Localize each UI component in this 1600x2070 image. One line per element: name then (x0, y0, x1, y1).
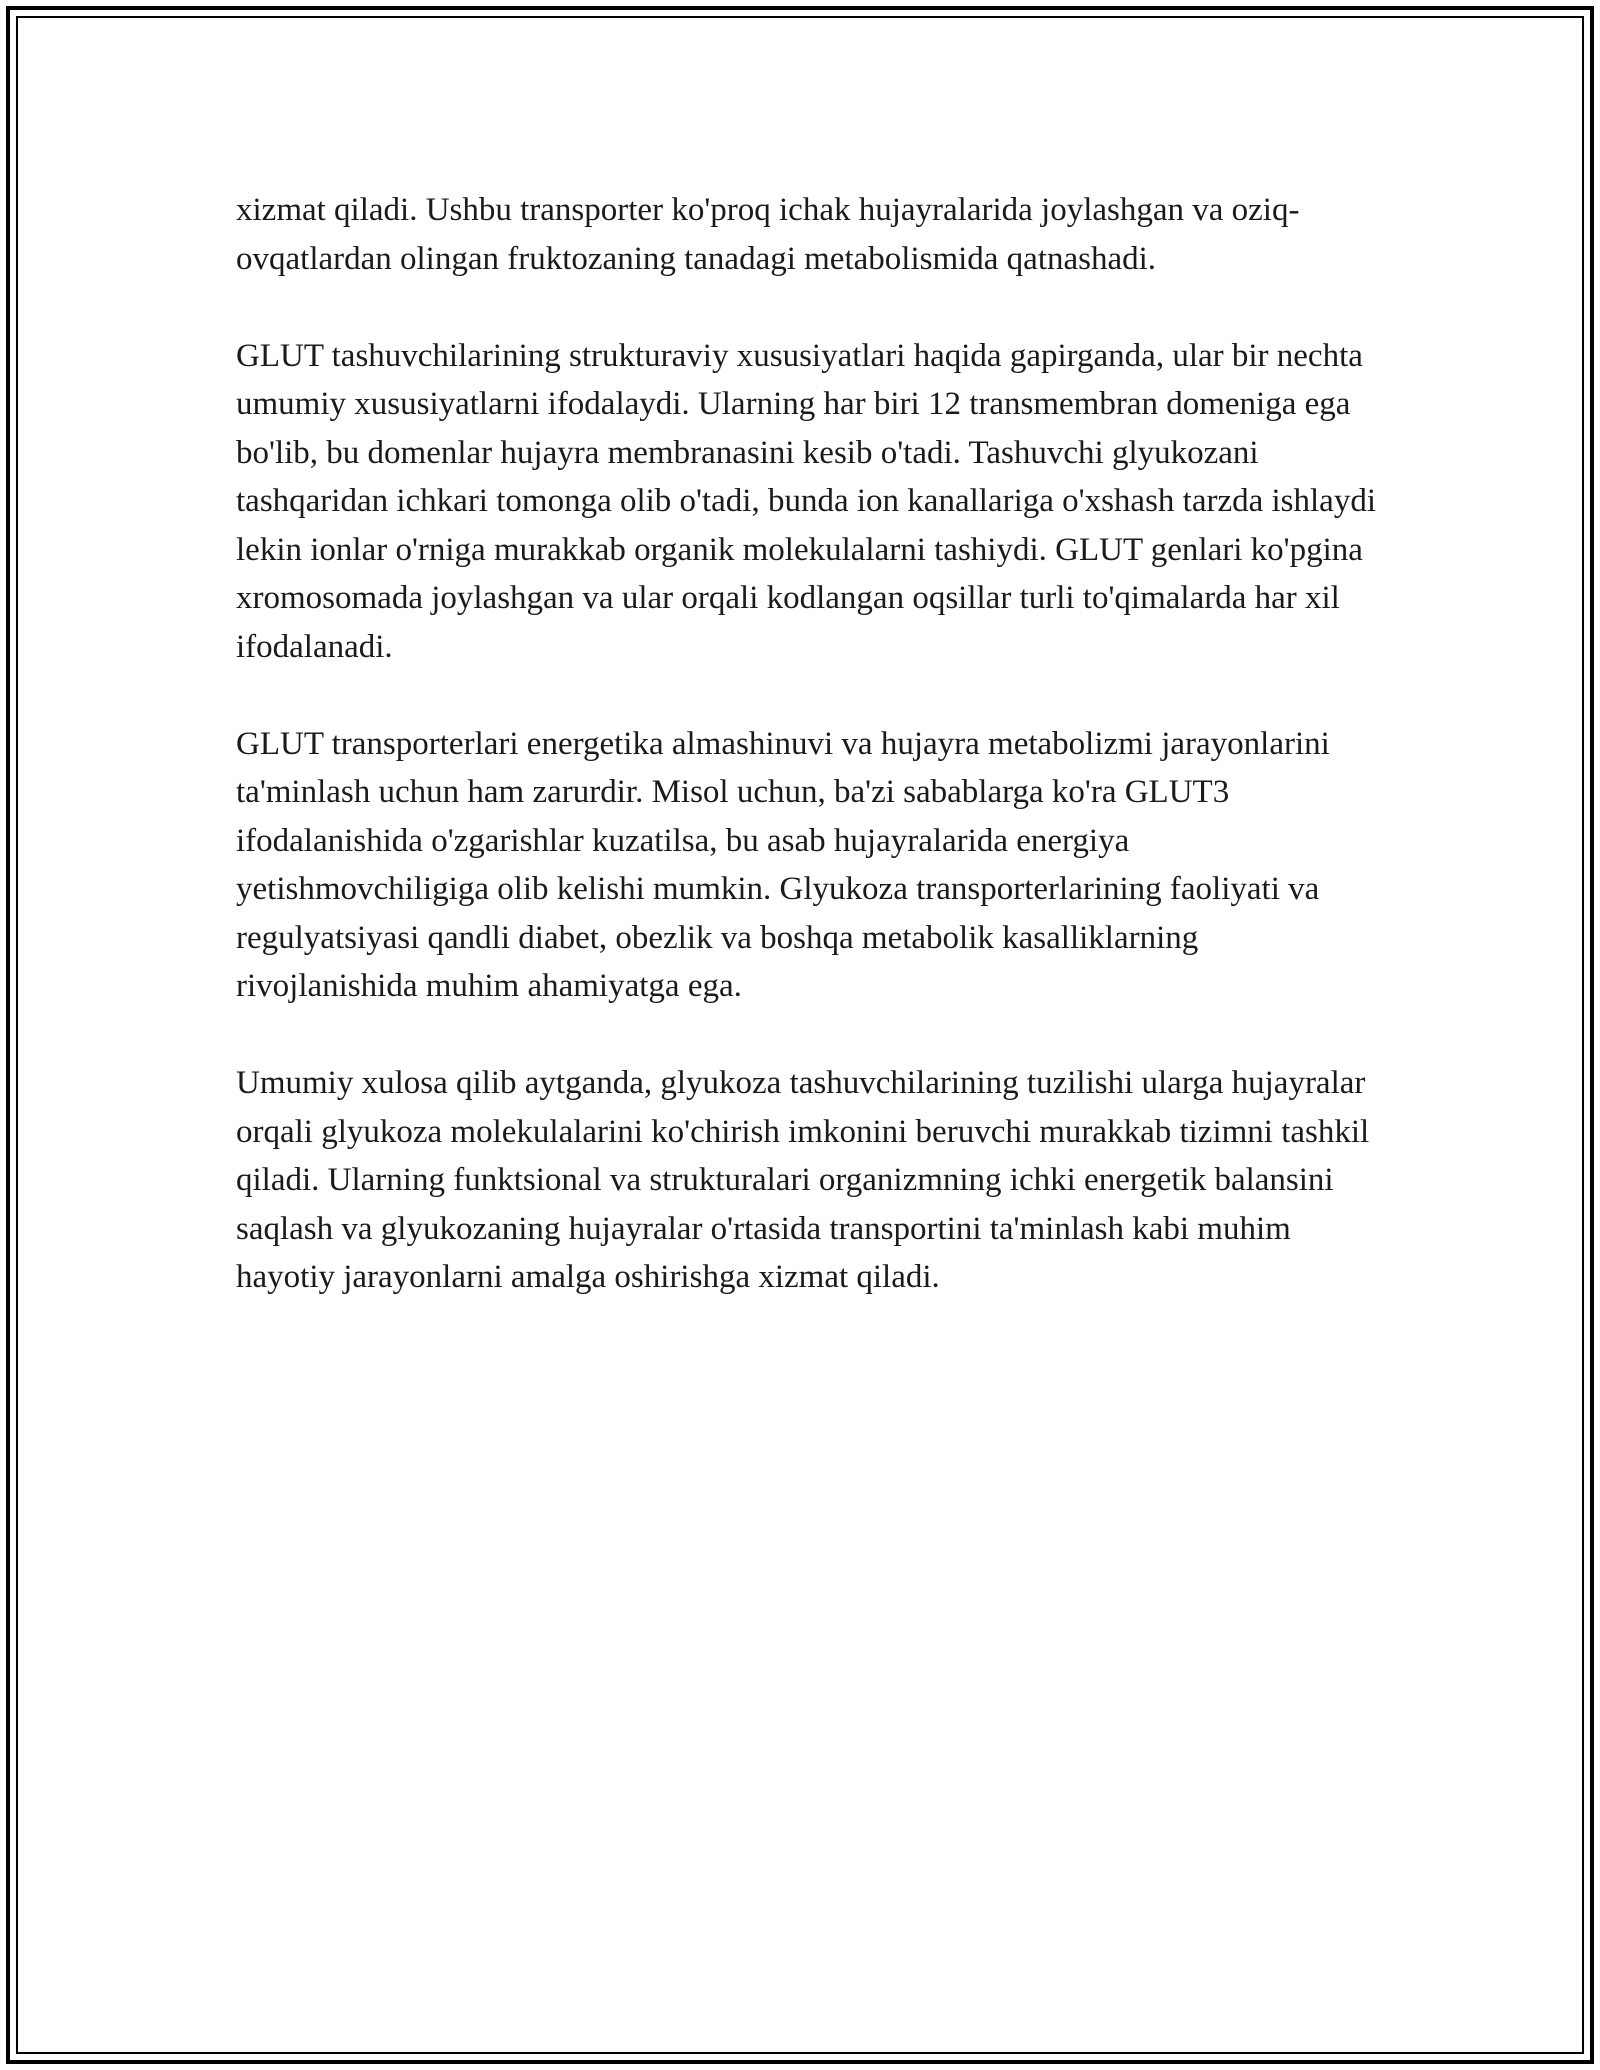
paragraph-glut-structure: GLUT tashuvchilarining strukturaviy xususiyatlari haqida gapirganda, ular bir nechta umumiy xususiyatlarni ifodalaydi. Ularning har biri 12 transmembran domeniga ega bo'lib, bu domenlar hujayra membranasini kesib o'tadi. Tashuvchi glyukozani tashqaridan ichkari tomonga olib o'tadi, bunda ion kanallariga o'xshash tarzda ishlaydi lekin ionlar o'rniga murakkab organik molekulalarni tashiydi. GLUT genlari ko'pgina xromosomada joylashgan va ular orqali kodlangan oqsillar turli to'qimalarda har xil ifodalanadi. (236, 337, 1376, 665)
document-body (236, 186, 1376, 1350)
paragraph-conclusion: Umumiy xulosa qilib aytganda, glyukoza tashuvchilarining tuzilishi ularga hujayralar orqali glyukoza molekulalarini ko'chirish imkonini beruvchi murakkab tizimni tashkil qiladi. Ularning funktsional va strukturalari organizmning ichki energetik balansini saqlash va glyukozaning hujayralar o'rtasida transportini ta'minlash kabi muhim hayotiy jarayonlarni amalga oshirishga xizmat qiladi. (236, 1065, 1370, 1295)
paragraph-glut-metabolism: GLUT transporterlari energetika almashinuvi va hujayra metabolizmi jarayonlarini ta'minlash uchun ham zarurdir. Misol uchun, ba'zi sabablarga ko'ra GLUT3 ifodalanishida o'zgarishlar kuzatilsa, bu asab hujayralarida energiya yetishmovchiligiga olib kelishi mumkin. Glyukoza transporterlarining faoliyati va regulyatsiyasi qandli diabet, obezlik va boshqa metabolik kasalliklarning rivojlanishida muhim ahamiyatga ega. (236, 725, 1330, 1004)
paragraph-continuation: xizmat qiladi. Ushbu transporter ko'proq ichak hujayralarida joylashgan va oziq-ovqatlardan olingan fruktozaning tanadagi metabolismida qatnashadi. (236, 192, 1300, 277)
